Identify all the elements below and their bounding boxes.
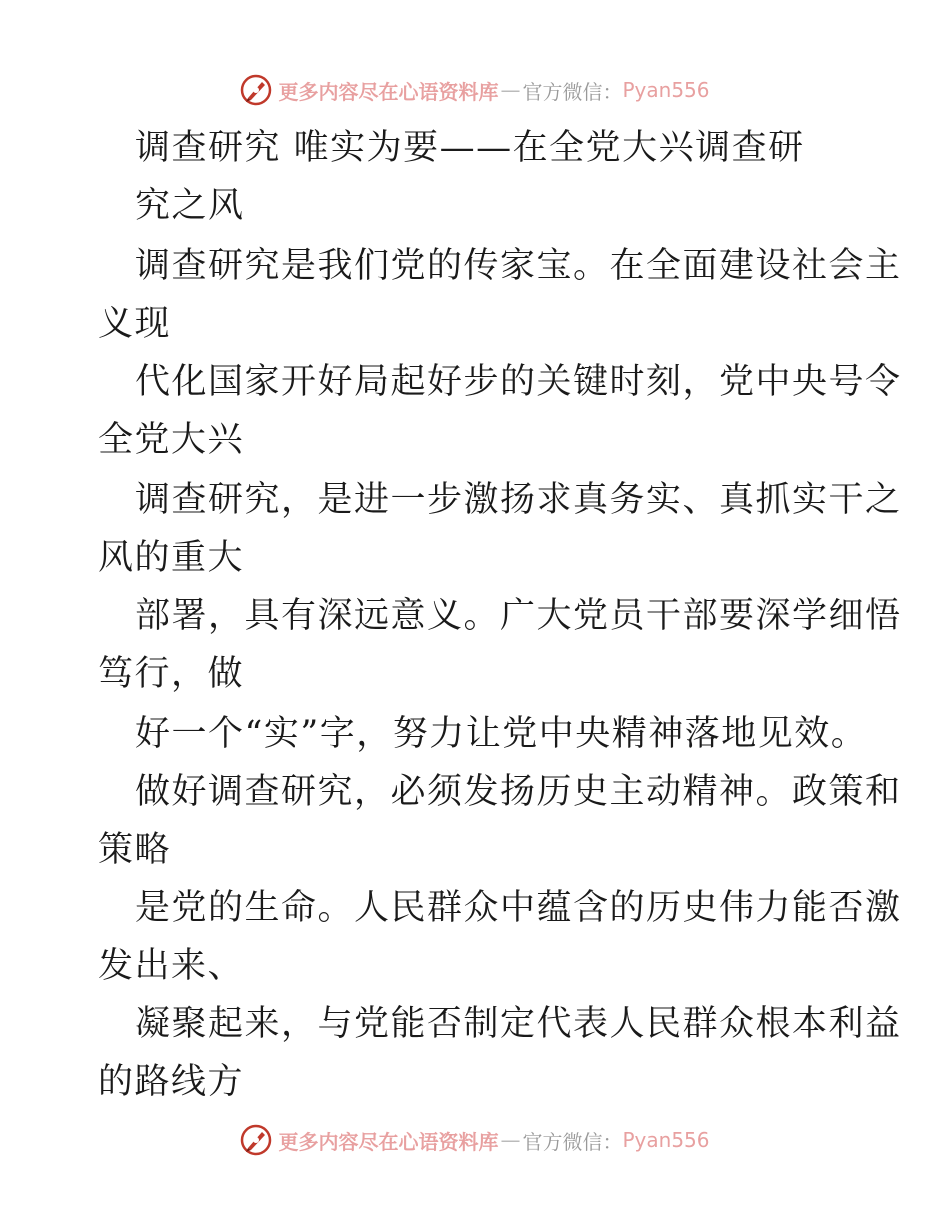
title-line-2: 究之风: [135, 186, 245, 226]
paragraph-line: 风的重大: [98, 538, 245, 578]
paragraph-line: 的路线方: [98, 1062, 245, 1102]
paragraph-line: 策略: [98, 830, 172, 870]
paragraph-line: 调查研究是我们党的传家宝。在全面建设社会主: [135, 246, 902, 286]
paragraph-line: 部署，具有深远意义。广大党员干部要深学细悟: [135, 596, 902, 636]
paragraph-line: 代化国家开好局起好步的关键时刻，党中央号令: [135, 362, 902, 402]
watermark-brand: 更多内容尽在心语资料库: [278, 79, 499, 104]
paragraph-line: 做好调查研究，必须发扬历史主动精神。政策和: [135, 772, 902, 812]
paragraph-line: 好一个“实”字，努力让党中央精神落地见效。: [135, 714, 868, 754]
paragraph-line: 笃行，做: [98, 654, 245, 694]
watermark-wechat-id: Pyan556: [622, 78, 710, 102]
paragraph-line: 凝聚起来，与党能否制定代表人民群众根本利益: [135, 1004, 902, 1044]
watermark-wechat-id: Pyan556: [622, 1128, 710, 1152]
quill-pen-logo-icon: [240, 74, 272, 106]
paragraph-line: 发出来、: [98, 946, 245, 986]
quill-pen-logo-icon: [240, 1124, 272, 1156]
watermark-official-label: 官方微信：: [522, 1129, 623, 1154]
watermark-official-label: 官方微信：: [522, 79, 623, 104]
paragraph-line: 义现: [98, 304, 172, 344]
header-watermark: [0, 72, 950, 108]
paragraph-line: 调查研究，是进一步激扬求真务实、真抓实干之: [135, 480, 902, 520]
footer-watermark: [0, 1122, 950, 1158]
watermark-separator: —: [500, 1128, 521, 1152]
paragraph-line: 全党大兴: [98, 420, 245, 460]
title-line-1: 调查研究 唯实为要——在全党大兴调查研: [135, 128, 805, 168]
watermark-brand: 更多内容尽在心语资料库: [278, 1129, 499, 1154]
paragraph-line: 是党的生命。人民群众中蕴含的历史伟力能否激: [135, 888, 902, 928]
watermark-separator: —: [500, 78, 521, 102]
